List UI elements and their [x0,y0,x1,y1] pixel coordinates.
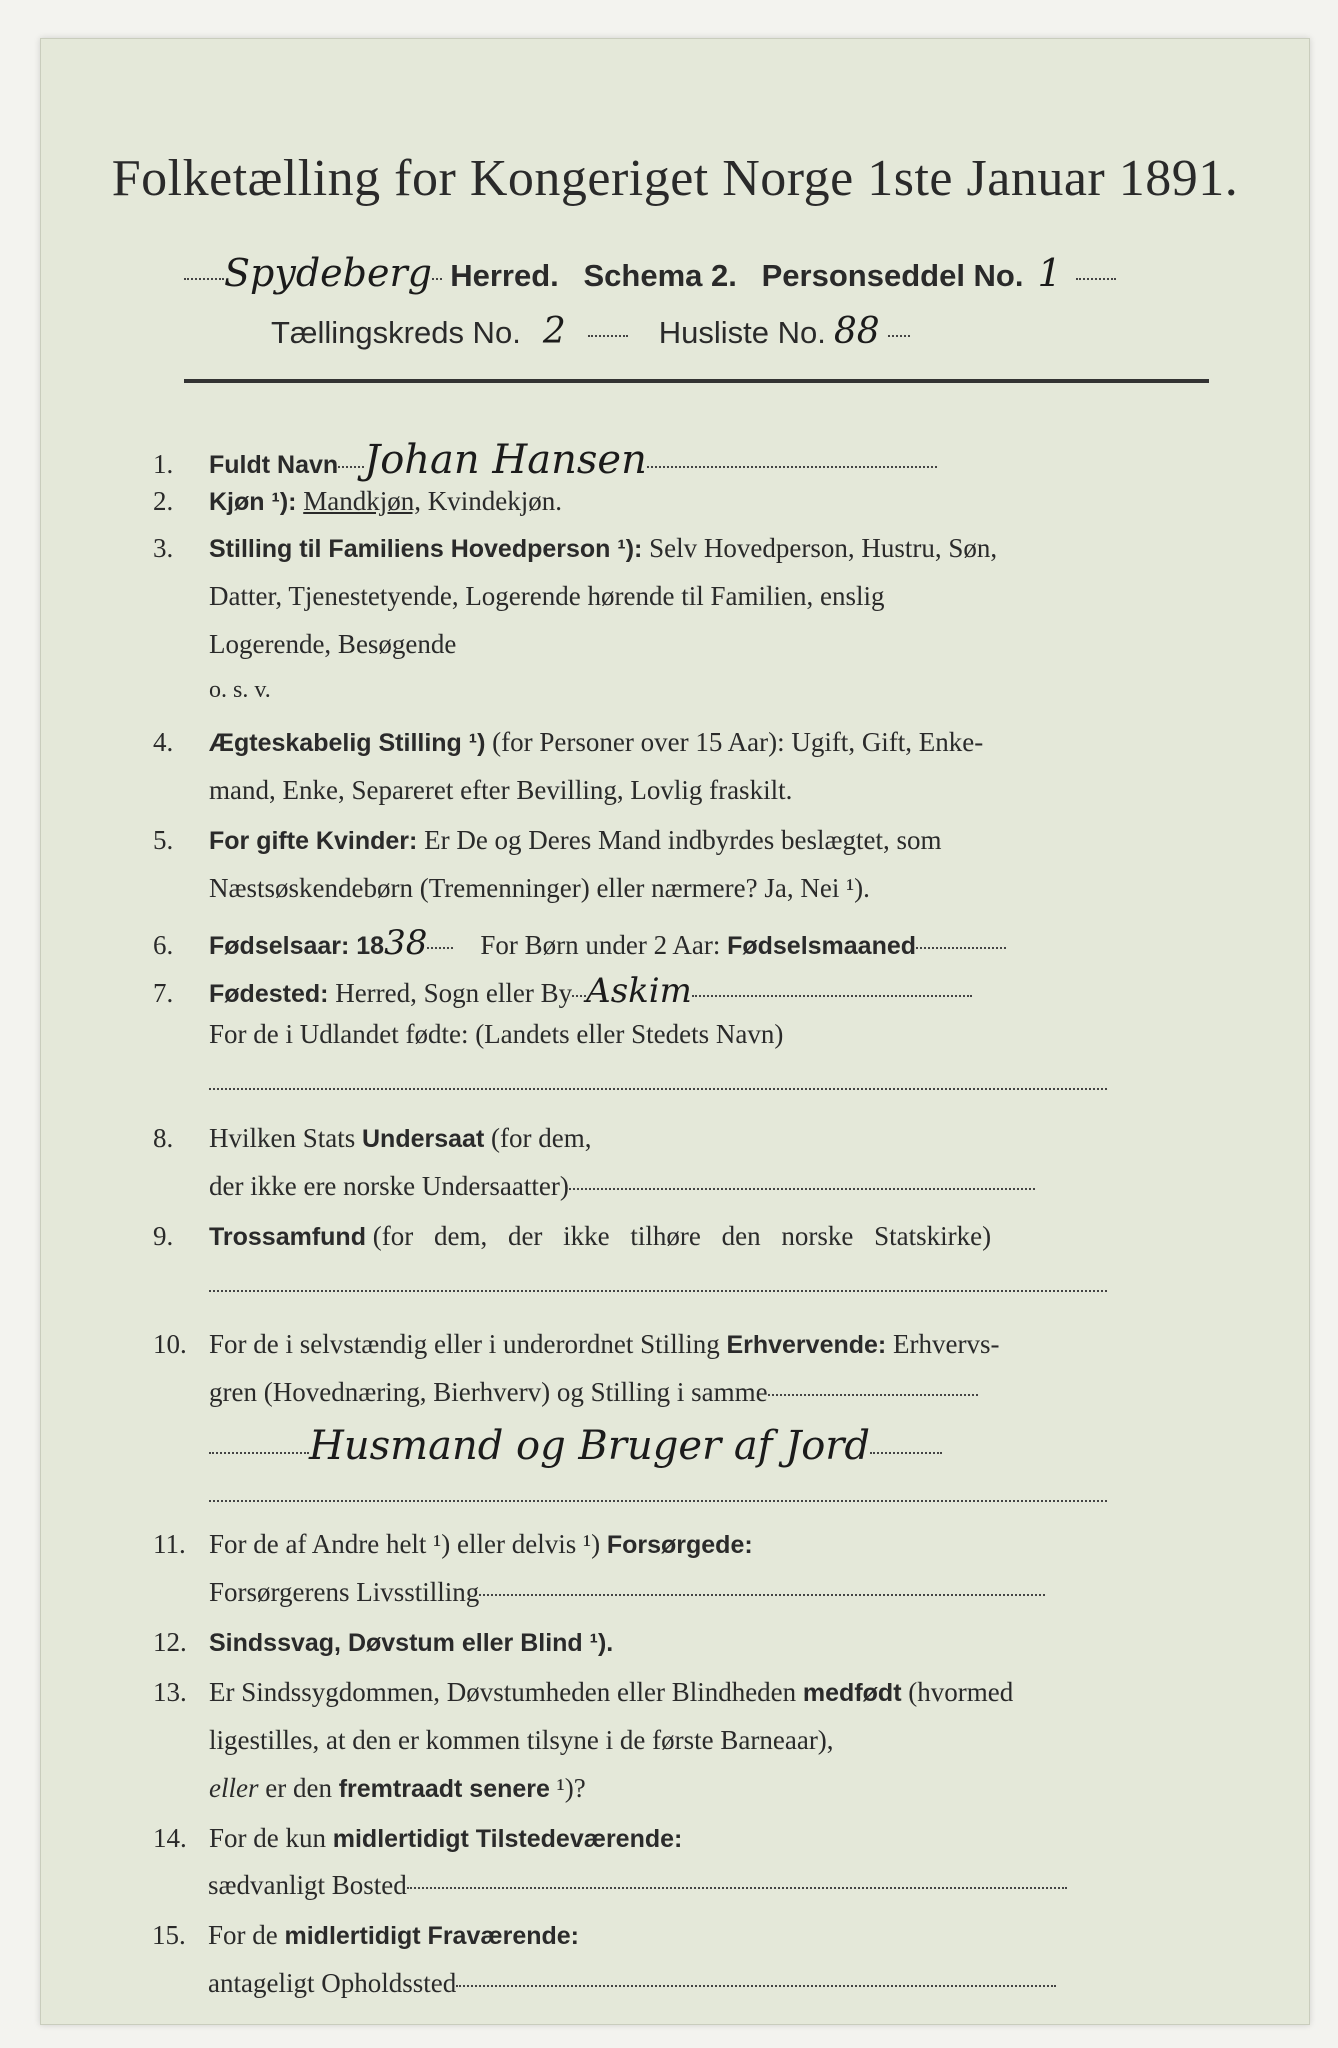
kreds-label: Tællingskreds No. [271,315,521,350]
personseddel-value: 1 [1037,251,1062,295]
item-5: 5. For gifte Kvinder: Er De og Deres Mand indbyrdes beslægtet, som [153,825,942,855]
schema-label: Schema 2. [583,258,737,293]
item-8-line2: der ikke ere norske Undersaatter) [209,1171,1035,1202]
item-3-line2: Datter, Tjenestetyende, Logerende hørende til Familien, enslig [209,581,885,611]
item-2: 2. Kjøn ¹): Mandkjøn, Kvindekjøn. [153,486,562,516]
item-12: 12. Sindssvag, Døvstum eller Blind ¹). [153,1627,614,1657]
kreds-value: 2 [542,311,566,352]
item-3: 3. Stilling til Familiens Hovedperson ¹): Selv Hovedperson, Hustru, Søn, [153,533,998,563]
item-13: 13. Er Sindssygdommen, Døvstumheden eller Blindheden medfødt (hvormed [153,1677,1014,1707]
item-10-line2: gren (Hovednæring, Bierhverv) og Stilling i samme [209,1377,978,1408]
item-4: 4. Ægteskabelig Stilling ¹) (for Personer over 15 Aar): Ugift, Gift, Enke- [153,727,984,757]
birth-year-value: 38 [384,923,428,963]
item-10-line3 [209,1423,942,1469]
form-title: Folketælling for Kongeriget Norge 1ste Januar 1891. [111,150,1239,207]
item-3-line4: o. s. v. [209,677,271,703]
item-7-line2: For de i Udlandet fødte: (Landets eller Stedets Navn) [209,1019,784,1049]
kreds-row [271,311,910,352]
item-11-line2: Forsørgerens Livsstilling [209,1577,1045,1608]
item-9: 9. Trossamfund (for dem, der ikke tilhøre den norske Statskirke) [153,1221,992,1251]
item-10: 10. For de i selvstændig eller i underordnet Stilling Erhvervende: Erhvervs- [153,1329,1000,1359]
item-5-line2: Næstsøskendebørn (Tremenninger) eller nærmere? Ja, Nei ¹). [209,873,870,903]
name-value: Johan Hansen [364,437,647,483]
item-13-line3: eller er den fremtraadt senere ¹)? [209,1773,586,1803]
item-3-line3: Logerende, Besøgende [209,629,457,659]
census-form [40,38,1310,2025]
item-4-line2: mand, Enke, Separeret efter Bevilling, Lovlig fraskilt. [209,775,793,805]
item-1: 1. Fuldt Navn Johan Hansen [153,437,937,483]
item-15-line2: antageligt Opholdssted [208,1968,1056,1999]
item-7: 7. Fødested: Herred, Sogn eller By Askim [153,971,972,1011]
item-14-line2: sædvanligt Bosted [208,1870,1067,1901]
personseddel-label: Personseddel No. [761,258,1024,293]
item-15: 15. For de midlertidigt Fraværende: [152,1920,579,1950]
herred-row [184,251,1116,295]
item-13-line2: ligestilles, at den er kommen tilsyne i de første Barneaar), [209,1725,834,1755]
herred-label: Herred. [450,258,559,293]
item-8: 8. Hvilken Stats Undersaat (for dem, [153,1123,592,1153]
birthplace-value: Askim [586,971,692,1011]
husliste-value: 88 [833,311,880,352]
herred-value: Spydeberg [224,251,432,295]
header-rule [184,379,1209,383]
husliste-label: Husliste No. [658,315,826,350]
item-6: 6. Fødselsaar: 1838 For Børn under 2 Aar: Fødselsmaaned [153,923,1006,963]
occupation-value: Husmand og Bruger af Jord [309,1423,871,1469]
item-11: 11. For de af Andre helt ¹) eller delvis ¹) Forsørgede: [153,1529,753,1559]
item-14: 14. For de kun midlertidigt Tilstedeværende: [153,1823,683,1853]
